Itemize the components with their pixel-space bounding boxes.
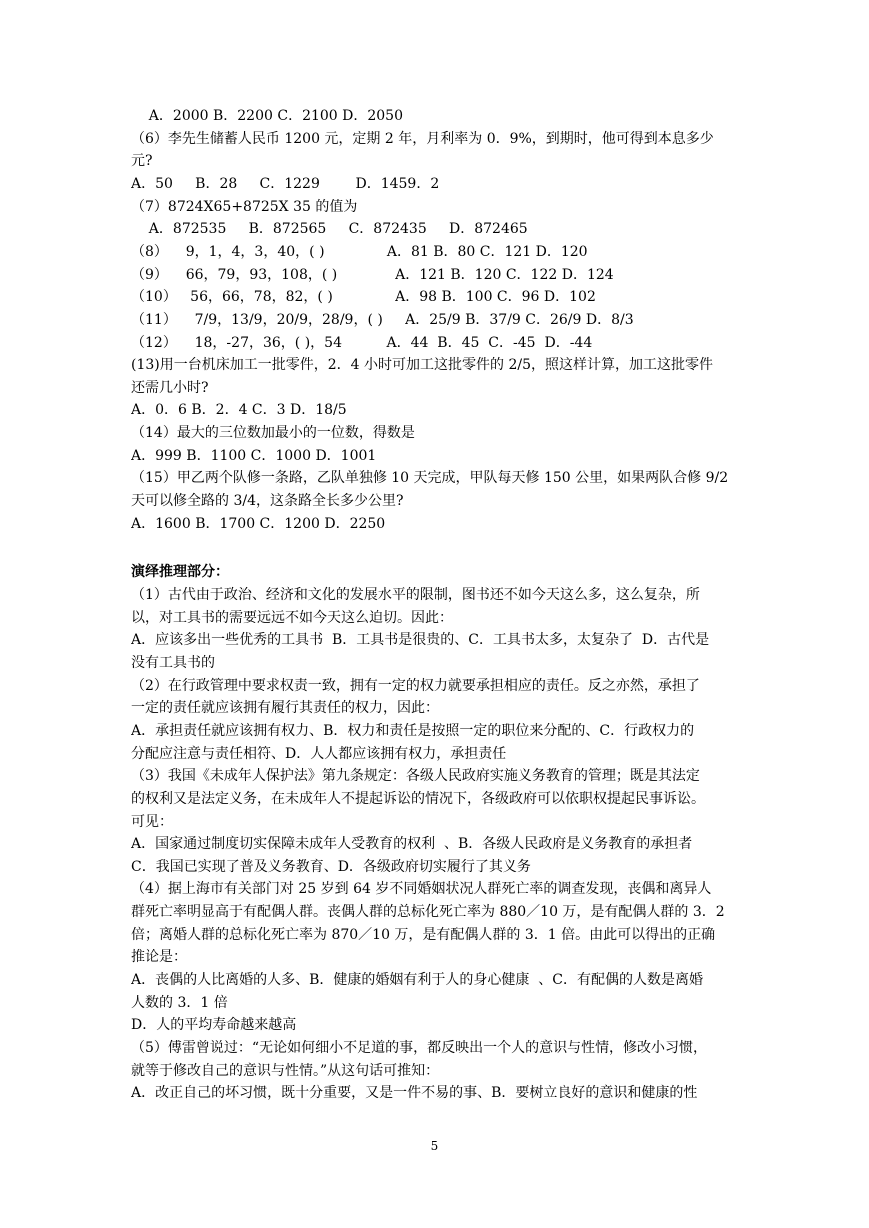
text-line: A．改正自己的坏习惯，既十分重要，又是一件不易的事、B．要树立良好的意识和健康的性 bbox=[131, 1085, 698, 1102]
text-line: 一定的责任就应该拥有履行其责任的权力，因此： bbox=[131, 700, 439, 717]
text-line: A．999 B．1100 C．1000 D．1001 bbox=[131, 447, 377, 464]
text-line: 的权利又是法定义务，在未成年人不提起诉讼的情况下，各级政府可以依职权提起民事诉讼。 bbox=[131, 790, 705, 807]
text-line: A．50 B．28 C．1229 D．1459．2 bbox=[131, 175, 440, 192]
text-line: 就等于修改自己的意识与性情。”从这句话可推知： bbox=[131, 1062, 440, 1079]
text-line: A．应该多出一些优秀的工具书 B．工具书是很贵的、C．工具书太多，太复杂了 D．古代是 bbox=[131, 632, 710, 649]
text-line: 元? bbox=[131, 153, 153, 170]
text-line: 可见： bbox=[131, 813, 173, 830]
text-line: （9） 66，79，93，108，( ) A．121 B．120 C．122 D．124 bbox=[131, 266, 614, 283]
text-line: （11） 7/9，13/9，20/9，28/9，( ) A．25/9 B．37/9 C．26/9 D．8/3 bbox=[131, 311, 634, 328]
text-line: （1）古代由于政治、经济和文化的发展水平的限制，图书还不如今天这么多，这么复杂，所 bbox=[131, 587, 700, 603]
text-line: A．丧偶的人比离婚的人多、B．健康的婚姻有利于人的身心健康 、C．有配偶的人数是离婚 bbox=[131, 972, 704, 989]
text-line: （15）甲乙两个队修一条路，乙队单独修 10 天完成，甲队每天修 150 公里，如果两队合修 9/2 bbox=[131, 470, 729, 487]
text-line: 没有工具书的 bbox=[131, 654, 215, 671]
text-line: （10） 56，66，78，82，( ) A．98 B．100 C．96 D．102 bbox=[131, 289, 596, 306]
text-line: D．人的平均寿命越来越高 bbox=[131, 1017, 297, 1034]
text-line: (13)用一台机床加工一批零件，2．4 小时可加工这批零件的 2/5，照这样计算，加工这批零件 bbox=[131, 357, 713, 374]
text-line: （2）在行政管理中要求权责一致，拥有一定的权力就要承担相应的责任。反之亦然，承担了 bbox=[131, 677, 700, 694]
text-line: A．2000 B．2200 C．2100 D．2050 bbox=[131, 108, 404, 124]
text-line: （4）据上海市有关部门对 25 岁到 64 岁不同婚姻状况人群死亡率的调查发现，丧偶和离异人 bbox=[131, 881, 712, 898]
text-line: A．872535 B．872565 C．872435 D．872465 bbox=[131, 221, 528, 238]
text-line: 推论是： bbox=[131, 949, 187, 966]
text-line: 人数的 3．1 倍 bbox=[131, 994, 228, 1011]
text-line: 倍；离婚人群的总标化死亡率为 870／10 万，是有配偶人群的 3．1 倍。由此可以得出的正确 bbox=[131, 926, 716, 943]
text-line: 以，对工具书的需要远远不如今天这么迫切。因此： bbox=[131, 609, 453, 626]
text-line: （8） 9，1，4，3，40，( ) A．81 B．80 C．121 D．120 bbox=[131, 243, 588, 260]
text-line: （7）8724X65+8725X 35 的值为 bbox=[131, 198, 358, 215]
text-line: （12） 18，-27，36，( )，54 A．44 B．45 C．-45 D．-44 bbox=[131, 334, 593, 351]
text-line: 群死亡率明显高于有配偶人群。丧偶人群的总标化死亡率为 880／10 万，是有配偶人群的 3．2 bbox=[131, 904, 725, 921]
text-line: （5）傅雷曾说过：“无论如何细小不足道的事，都反映出一个人的意识与性情，修改小习惯， bbox=[131, 1040, 708, 1056]
text-line: 还需几小时? bbox=[131, 379, 209, 396]
text-line: C．我国已实现了普及义务教育、D．各级政府切实履行了其义务 bbox=[131, 858, 531, 875]
text-line: 分配应注意与责任相符、D．人人都应该拥有权力，承担责任 bbox=[131, 745, 507, 762]
text-line: （14）最大的三位数加最小的一位数，得数是 bbox=[131, 425, 415, 442]
text-line: 天可以修全路的 3/4，这条路全长多少公里? bbox=[131, 493, 404, 510]
text-line: A．国家通过制度切实保障未成年人受教育的权利 、B．各级人民政府是义务教育的承担者 bbox=[131, 836, 693, 853]
page-number: 5 bbox=[430, 1139, 439, 1153]
text-line: A．1600 B．1700 C．1200 D．2250 bbox=[131, 515, 386, 532]
text-line: A．0．6 B．2．4 C．3 D．18/5 bbox=[131, 402, 347, 419]
deduction-section-title: 演绎推理部分： bbox=[131, 564, 229, 580]
text-line: A．承担责任就应该拥有权力、B．权力和责任是按照一定的职位来分配的、C．行政权力的 bbox=[131, 722, 695, 739]
text-line: （3）我国《未成年人保护法》第九条规定：各级人民政府实施义务教育的管理；既是其法定 bbox=[131, 768, 700, 785]
text-line: （6）李先生储蓄人民币 1200 元，定期 2 年，月利率为 0．9%，到期时，他可得到本息多少 bbox=[131, 130, 714, 147]
